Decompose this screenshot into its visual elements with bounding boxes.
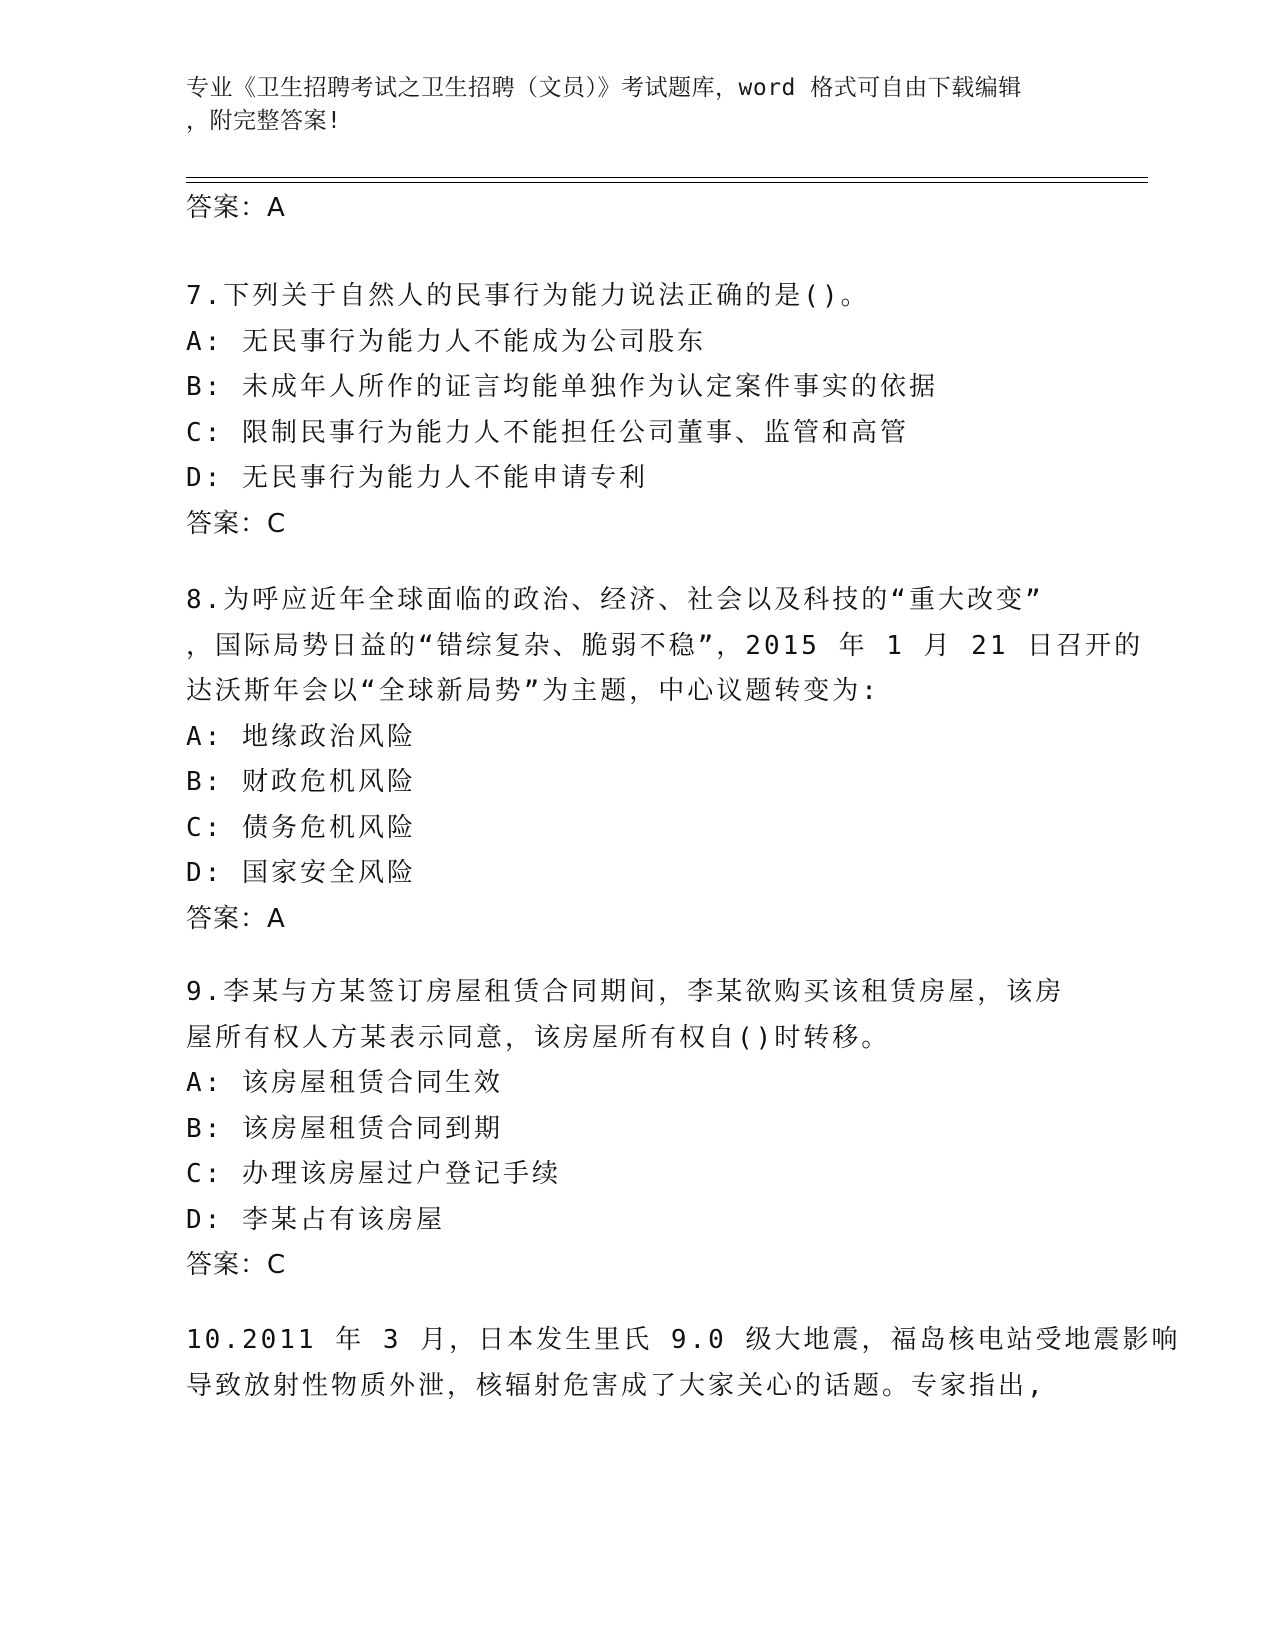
answer-block-6 — [186, 186, 1086, 231]
header-line-1: 专业《卫生招聘考试之卫生招聘（文员）》考试题库，word 格式可自由下载编辑 — [186, 75, 1022, 101]
header-line-2: ，附完整答案! — [186, 108, 342, 134]
header-rule-thick — [186, 177, 1148, 178]
question-9 — [186, 970, 1086, 1288]
question-9-option-d: D: 李某占有该房屋 — [186, 1204, 445, 1235]
header-rule-thin — [186, 182, 1148, 183]
question-7-option-c: C: 限制民事行为能力人不能担任公司董事、监管和高管 — [186, 417, 909, 448]
question-8-option-a: A: 地缘政治风险 — [186, 721, 416, 752]
question-8-stem-line-2: ，国际局势日益的“错综复杂、脆弱不稳”，2015 年 1 月 21 日召开的 — [186, 630, 1144, 661]
question-8-option-b: B: 财政危机风险 — [186, 767, 416, 797]
answer-8: 答案：A — [186, 903, 286, 934]
question-10-stem-line-1: 10.2011 年 3 月，日本发生里氏 9.0 级大地震，福岛核电站受地震影响 — [186, 1325, 1181, 1355]
question-7-option-a: A: 无民事行为能力人不能成为公司股东 — [186, 326, 706, 357]
answer-6: 答案：A — [186, 193, 286, 223]
question-7-option-d: D: 无民事行为能力人不能申请专利 — [186, 463, 648, 493]
question-7 — [186, 274, 1086, 547]
question-7-option-b: B: 未成年人所作的证言均能单独作为认定案件事实的依据 — [186, 372, 938, 402]
question-8-stem-line-3: 达沃斯年会以“全球新局势”为主题，中心议题转变为: — [186, 676, 880, 706]
question-9-option-b: B: 该房屋租赁合同到期 — [186, 1113, 503, 1144]
answer-7: 答案：C — [186, 508, 287, 539]
question-10-stem-line-2: 导致放射性物质外泄，核辐射危害成了大家关心的话题。专家指出, — [186, 1370, 1046, 1401]
question-9-stem-line-1: 9.李某与方某签订房屋租赁合同期间，李某欲购买该租赁房屋，该房 — [186, 977, 1065, 1007]
question-10 — [186, 1318, 1181, 1409]
question-8-stem-line-1: 8.为呼应近年全球面临的政治、经济、社会以及科技的“重大改变” — [186, 585, 1044, 615]
answer-9: 答案：C — [186, 1250, 287, 1280]
question-8 — [186, 578, 1144, 942]
question-8-option-d: D: 国家安全风险 — [186, 858, 416, 888]
question-9-option-c: C: 办理该房屋过户登记手续 — [186, 1159, 561, 1189]
question-9-option-a: A: 该房屋租赁合同生效 — [186, 1068, 503, 1098]
question-8-option-c: C: 债务危机风险 — [186, 812, 416, 843]
question-7-stem: 7.下列关于自然人的民事行为能力说法正确的是()。 — [186, 281, 870, 311]
question-9-stem-line-2: 屋所有权人方某表示同意，该房屋所有权自()时转移。 — [186, 1022, 891, 1053]
page-header — [186, 72, 1066, 138]
